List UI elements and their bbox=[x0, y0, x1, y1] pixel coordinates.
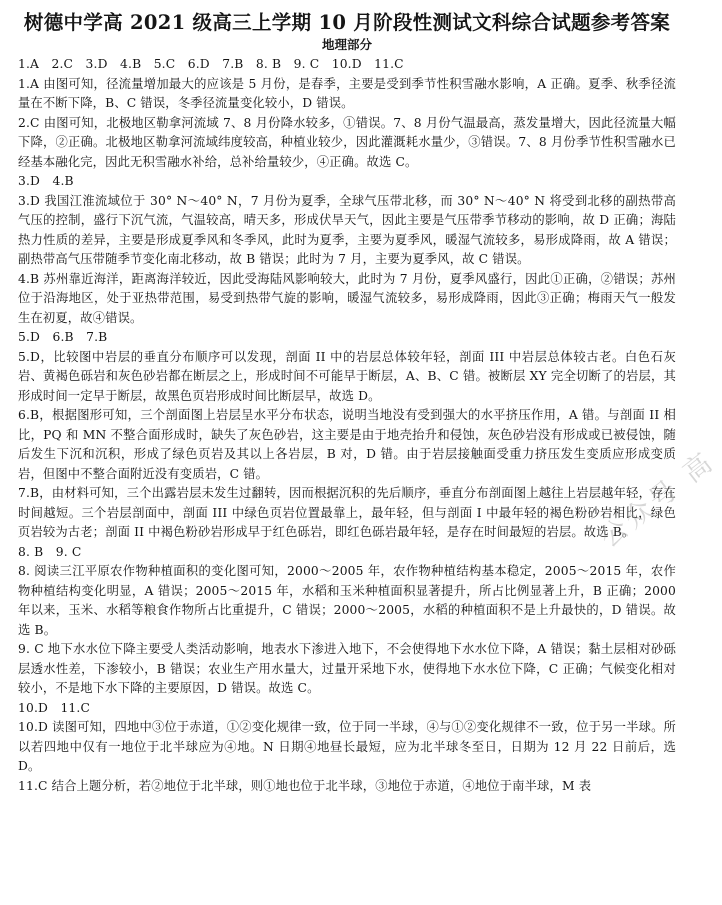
answer-paragraph: 11.C 结合上题分析，若②地位于北半球，则①地也位于北半球，③地位于赤道，④地位于南半球，M 表 bbox=[18, 778, 592, 793]
answer-paragraph: 1.A 2.C 3.D 4.B 5.C 6.D 7.B 8. B 9. C 10.D 11.C bbox=[18, 57, 404, 71]
answer-paragraph: 2.C 由图可知，北极地区勒拿河流域 7、8 月份降水较多，①错误。7、8 月份气温最高，蒸发量增大，因此径流量大幅下降，②正确。北极地区勒拿河流域纬度较高，种植业较少，因此灌溉耗水量少，③错误。7、8 月份季节性积雪融水已经基本融化完，因此无积雪融水补给，总补给量较少，④正确。故选 C。 bbox=[18, 115, 676, 169]
answer-paragraph: 7.B，由材料可知，三个出露岩层未发生过翻转，因而根据沉积的先后顺序，垂直分布剖面图上越往上岩层越年轻，存在时间越短。三个岩层剖面中，剖面 III 中绿色页岩位置最靠上，最年轻，但与剖面 I 中最年轻的褐色粉砂岩相比，绿色页岩较为古老；剖面 II 中褐色粉砂岩形成早于红色砾岩，即红色砾岩最年轻，是存在时间最短的岩层。故选 B。 bbox=[18, 486, 676, 539]
section-subtitle: 地理部分 bbox=[321, 37, 372, 52]
answer-body bbox=[18, 55, 676, 796]
answer-paragraph: 3.D 4.B bbox=[18, 174, 74, 188]
answer-paragraph: 8. B 9. C bbox=[18, 544, 82, 559]
answer-paragraph: 4.B 苏州靠近海洋，距离海洋较近，因此受海陆风影响较大，此时为 7 月份，夏季风盛行，因此①正确，②错误；苏州位于沿海地区，处于亚热带范围，易受到热带气旋的影响，暖湿气流较多，易形成降雨，因此③正确；梅雨天气一般发生在初夏，故④错误。 bbox=[18, 271, 676, 325]
answer-paragraph: 6.B，根据图形可知，三个剖面图上岩层呈水平分布状态，说明当地没有受到强大的水平挤压作用，A 错。与剖面 II 相比，PQ 和 MN 不整合面形成时，缺失了灰色砂岩，这主要是由于地壳抬升和侵蚀，灰色砂岩没有形成或已被侵蚀，随后发生下沉和沉积，形成了绿色页岩及其以上各岩层，B 对，D 错。由于岩层接触面受重力挤压发生变质应形成变质岩，但图中不整合面附近没有变质岩，C 错。 bbox=[18, 408, 676, 481]
answer-paragraph: 10.D 读图可知，四地中③位于赤道，①②变化规律一致，位于同一半球，④与①②变化规律不一致，位于另一半球。所以若四地中仅有一地位于北半球应为④地。N 日期④地昼长最短，应为北半球冬至日，日期为 12 月 22 日前后，选 D。 bbox=[18, 720, 676, 773]
answer-paragraph: 3.D 我国江淮流域位于 30° N～40° N，7 月份为夏季，全球气压带北移，而 30° N～40° N 将受到北移的副热带高气压的控制，盛行下沉气流，气温较高，晴天多，形成伏旱天气，因此主要是气压带季节移动的影响，故 D 正确；海陆热力性质的差异，主要是形成夏季风和冬季风，此时为夏季，主要为夏季风，暖湿气流较多，易形成降雨，故 A 错误；副热带高气压带随季节变化南北移动，故 B 错误；此时为 7 月，主要为夏季风，故 C 错误。 bbox=[18, 193, 676, 266]
document-title: 树德中学高 2021 级高三上学期 10 月阶段性测试文科综合试题参考答案 bbox=[23, 11, 671, 34]
answer-paragraph: 1.A 由图可知，径流量增加最大的应该是 5 月份，是春季，主要是受到季节性积雪融水影响，A 正确。夏季、秋季径流量在不断下降，B、C 错误，冬季径流量变化较小，D 错误。 bbox=[18, 76, 676, 110]
answer-paragraph: 9. C 地下水水位下降主要受人类活动影响，地表水下渗进入地下，不会使得地下水水位下降，A 错误；黏土层相对砂砾层透水性差，下渗较小，B 错误；农业生产用水量大，过量开采地下水，使得地下水水位下降，C 正确；气候变化相对较小，不是地下水下降的主要原因，D 错误。故选 C。 bbox=[18, 642, 676, 695]
watermark: 公众号 高 bbox=[594, 445, 722, 555]
answer-paragraph: 5.D，比较图中岩层的垂直分布顺序可以发现，剖面 II 中的岩层总体较年轻，剖面 III 中岩层总体较古老。白色石灰岩、黄褐色砾岩和灰色砂岩都在断层之上，形成时间不可能早于断层，A、B、C 错。被断层 XY 完全切断了的岩层，其形成时间一定早于断层，故黑色页岩形成时间比断层早，故选 D。 bbox=[18, 349, 676, 403]
answer-paragraph: 5.D 6.B 7.B bbox=[18, 330, 108, 344]
answer-paragraph: 8. 阅读三江平原农作物种植面积的变化图可知，2000～2005 年，农作物种植结构基本稳定，2005～2015 年，农作物种植结构变化明显，A 错误；2005～2015 年，水稻和玉米种植面积显著提升，所占比例显著上升，B 正确；2000 年以来，玉米、水稻等粮食作物所占比重提升，C 错误；2000～2005，水稻的种植面积不是上升最快的，D 错误。故选 B。 bbox=[18, 564, 676, 637]
answer-paragraph: 10.D 11.C bbox=[18, 700, 91, 715]
